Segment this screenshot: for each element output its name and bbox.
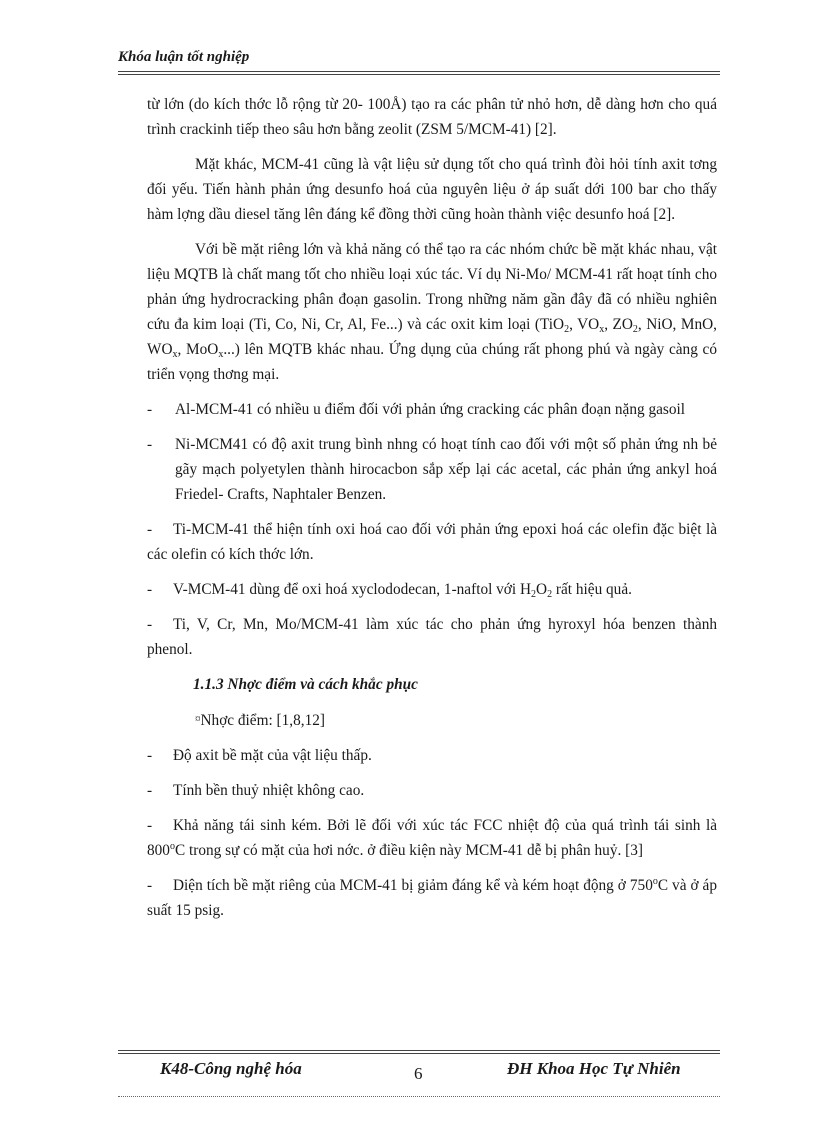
- list-item: - Ni-MCM41 có độ axit trung bình nhng có hoạt tính cao đối với một số phản ứng nh bẻ gãy mạch polyetylen thành hirocacbon sắp xếp lại các acetal, các phản ứng ankyl hoá Friedel- Crafts, Naphtaler Benzen.: [147, 432, 717, 507]
- list-item: - Ti-MCM-41 thể hiện tính oxi hoá cao đối với phản ứng epoxi hoá các olefin đặc biệt là các olefin có kích thớc lớn.: [147, 517, 717, 567]
- dash-bullet: -: [147, 581, 153, 598]
- page-body: [147, 92, 717, 933]
- list-item: - Al-MCM-41 có nhiều u điểm đối với phản ứng cracking các phân đoạn nặng gasoil: [147, 397, 717, 422]
- list-item: - Độ axit bề mặt của vật liệu thấp.: [147, 743, 717, 768]
- paragraph: Với bề mặt riêng lớn và khả năng có thể tạo ra các nhóm chức bề mặt khác nhau, vật liệu MQTB là chất mang tốt cho nhiều loại xúc tác. Ví dụ Ni-Mo/ MCM-41 rất hoạt tính cho phản ứng hydrocracking phân đoạn gasolin. Trong những năm gần đây đã có nhiều nghiên cứu đa kim loại (Ti, Co, Ni, Cr, Al, Fe...) và các oxit kim loại (TiO$_2$, $VO_x$, $ZO_2$, NiO, MnO, $WO_x$, MoO$_x$...) lên MQTB khác nhau. Ứng dụng của chúng rất phong phú và ngày càng có triển vọng thơng mại.: [147, 241, 717, 383]
- sub-heading: ¤Nhợc điểm: [1,8,12]: [195, 712, 325, 729]
- section-heading: 1.1.3 Nhợc điểm và cách khắc phục: [193, 676, 418, 693]
- list-item: - Diện tích bề mặt riêng của MCM-41 bị giảm đáng kể và kém hoạt động ở 750$^o$C và ở áp suất 15 psig.: [147, 873, 717, 923]
- footer-university: ĐH Khoa Học Tự Nhiên: [507, 1059, 681, 1078]
- header-title: Khóa luận tốt nghiệp: [118, 49, 250, 65]
- dash-bullet: -: [147, 817, 153, 834]
- dash-bullet: -: [147, 401, 153, 418]
- dash-bullet: -: [147, 877, 153, 894]
- footer-rule: [118, 1050, 720, 1054]
- dash-bullet: -: [147, 521, 153, 538]
- list-item: - V-MCM-41 dùng để oxi hoá xyclododecan, 1-naftol với $H_2O_2$ rất hiệu quả.: [147, 577, 717, 602]
- dash-bullet: -: [147, 436, 153, 453]
- dash-bullet: -: [147, 782, 153, 799]
- footer-department: K48-Công nghệ hóa: [160, 1059, 302, 1078]
- paragraph: Mặt khác, MCM-41 cũng là vật liệu sử dụng tốt cho quá trình đòi hỏi tính axit tơng đối yếu. Tiến hành phản ứng desunfo hoá của nguyên liệu ở áp suất dới 100 bar cho thấy hàm lợng dầu diesel tăng lên đáng kể đồng thời cũng hoàn thành việc desunfo hoá [2].: [147, 156, 717, 223]
- list-item: - Ti, V, Cr, Mn, Mo/MCM-41 làm xúc tác cho phản ứng hyroxyl hóa benzen thành phenol.: [147, 612, 717, 662]
- paragraph: từ lớn (do kích thớc lỗ rộng từ 20- 100Å) tạo ra các phân tử nhỏ hơn, dễ dàng hơn cho quá trình crackinh tiếp theo sâu hơn bằng zeolit (ZSM 5/MCM-41) [2].: [147, 96, 717, 138]
- bullet-symbol-icon: ¤: [195, 713, 201, 725]
- footer-dotted-rule: [118, 1096, 720, 1097]
- dash-bullet: -: [147, 616, 153, 633]
- header-rule: [118, 71, 720, 75]
- list-item: - Khả năng tái sinh kém. Bởi lẽ đối với xúc tác FCC nhiệt độ của quá trình tái sinh là 800$^o$C trong sự có mặt của hơi nớc. ở điều kiện này MCM-41 dễ bị phân huỷ. [3]: [147, 813, 717, 863]
- page-number: 6: [414, 1064, 423, 1083]
- list-item: - Tính bền thuỷ nhiệt không cao.: [147, 778, 717, 803]
- dash-bullet: -: [147, 747, 153, 764]
